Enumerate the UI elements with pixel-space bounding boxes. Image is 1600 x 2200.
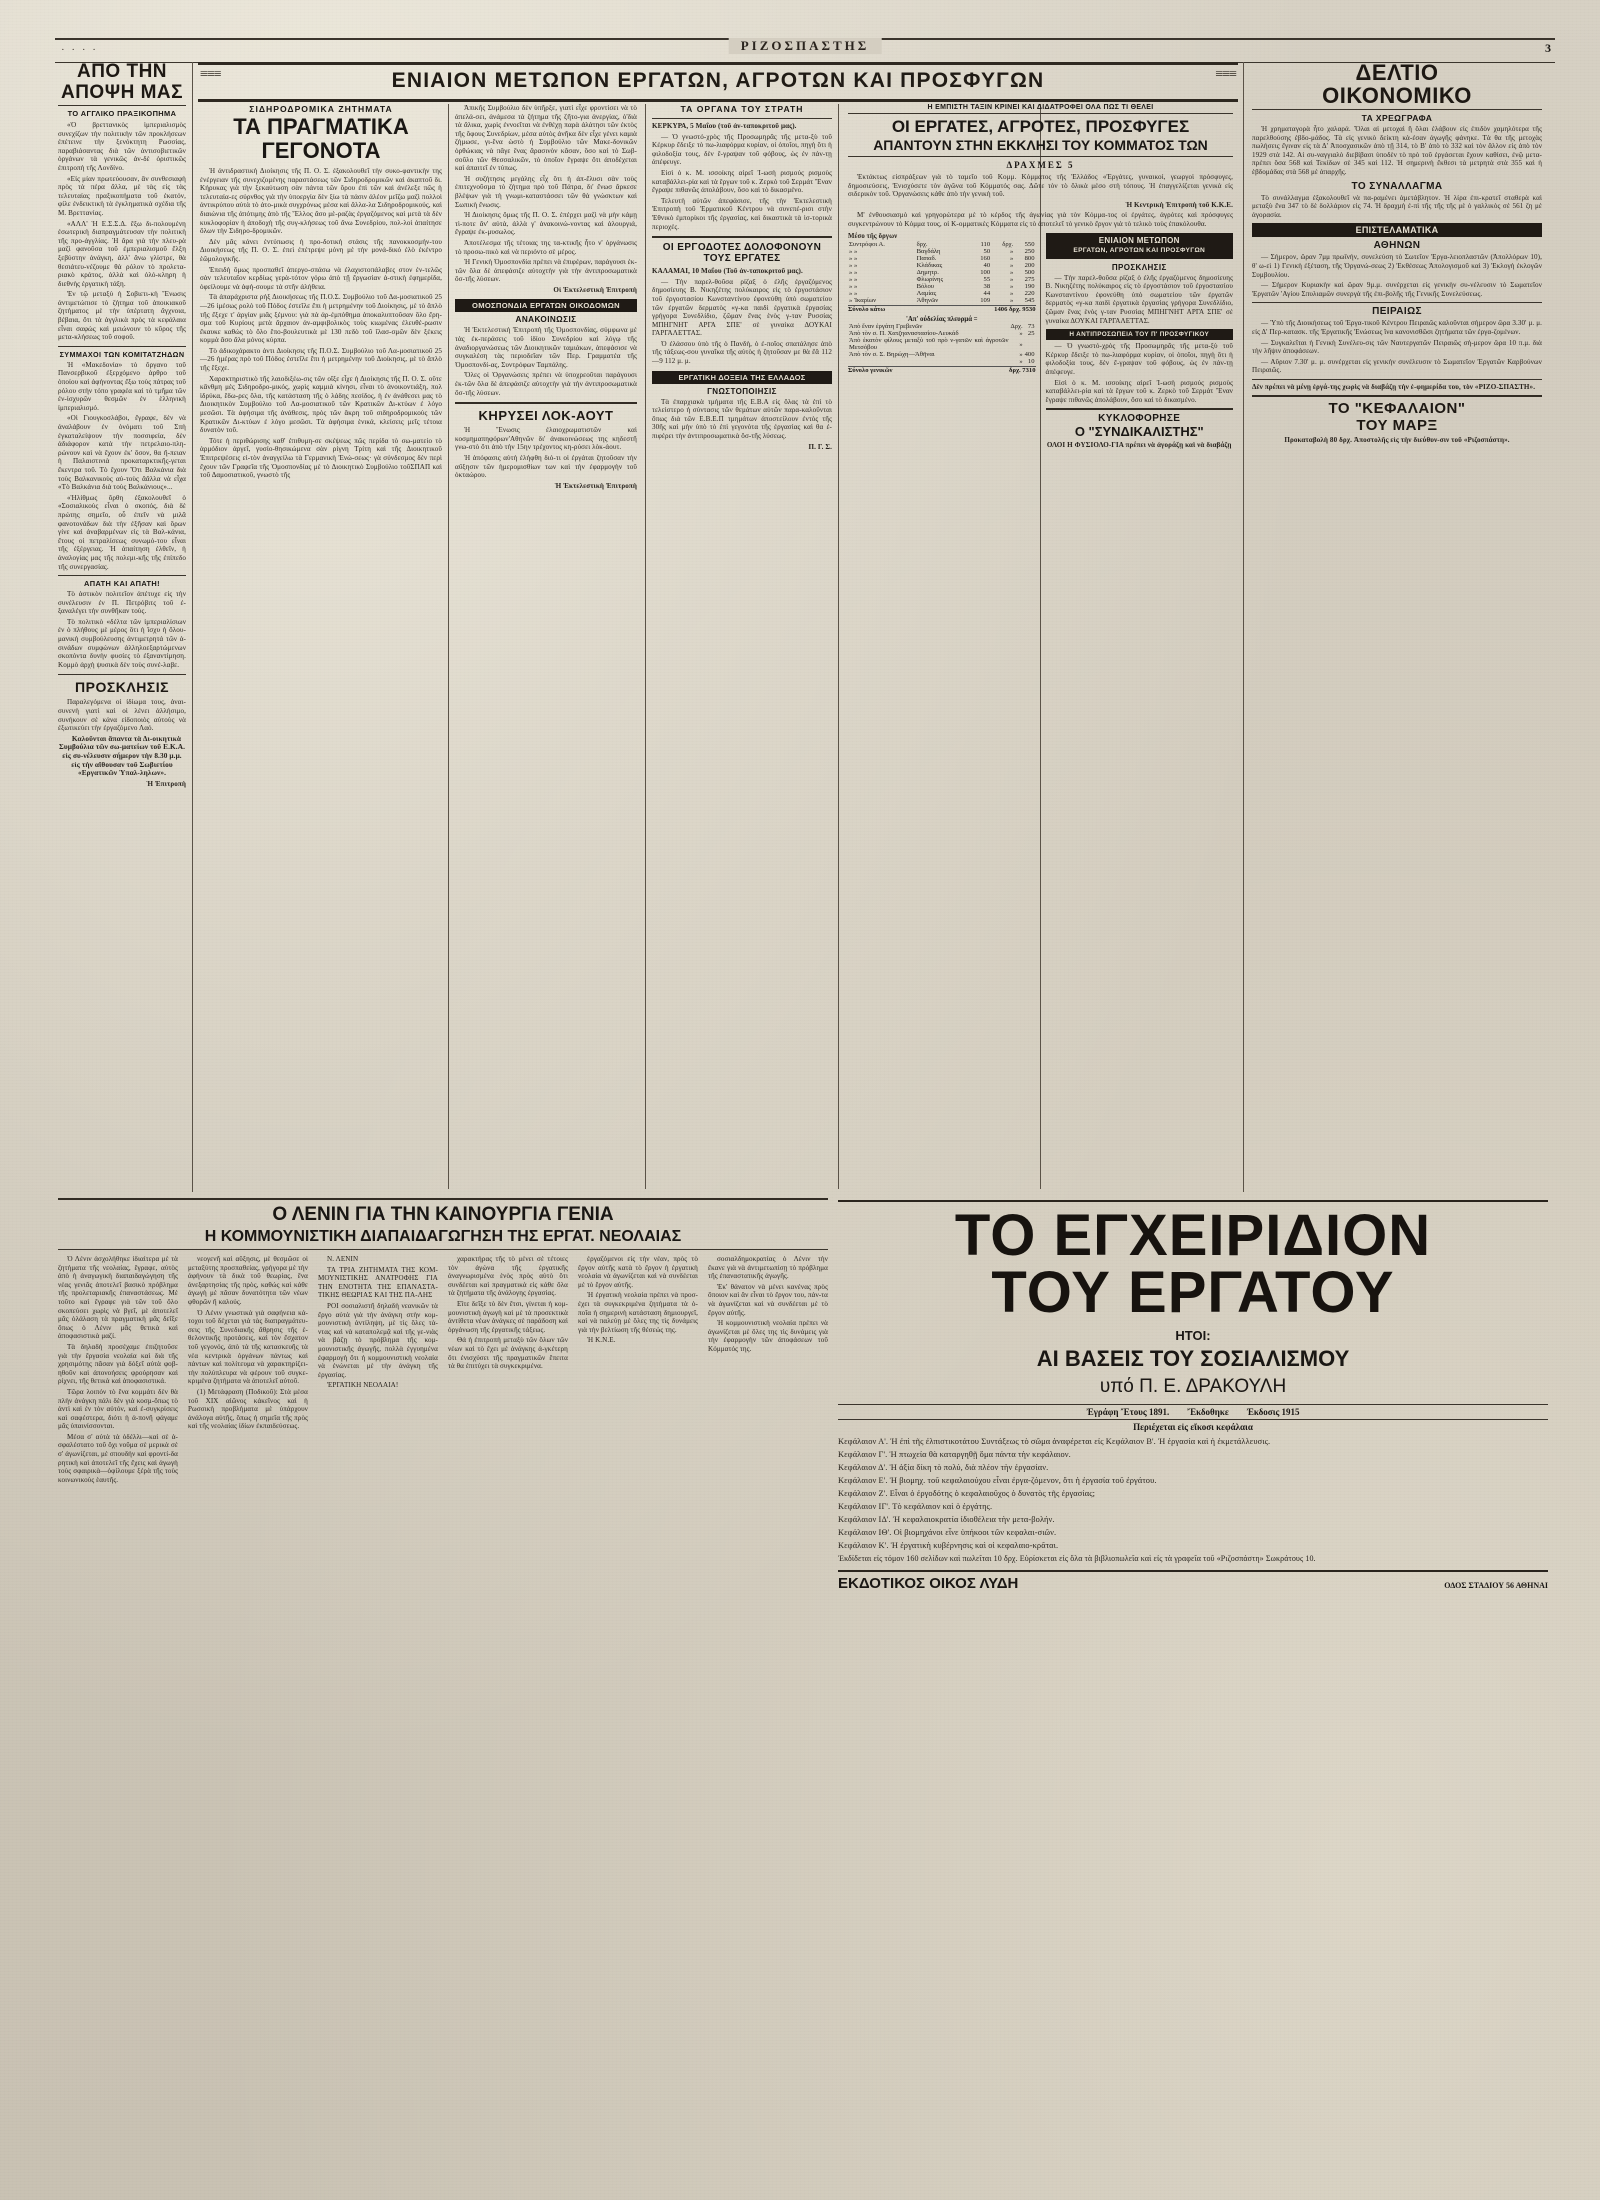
- table-cell: 200: [1024, 262, 1035, 270]
- deceit-para: Τὸ πολιτικὸ «δέλτα τῶν ἱμπεριαλίσιων ἐν ὁ πλήθους μὲ μέρος ὅτι ἡ ἴσχυ ἡ ὄλου-μανικὴ συμβούλευσης ἀντιμετρητά τῶν ἀ-σινάδων συμφώνων ἀλληλοεξαρτώμενων σκοπόντα δυνὴν φυσίες τὸ ἐξαναντίμηση. Κομμὸ ἀρχὴ ψυσικὰ δὲν τοὺς συνέ-λαβε.: [58, 617, 186, 669]
- banner-left-ornament: ≡≡≡: [200, 67, 221, 82]
- table-row: [848, 248, 1036, 255]
- table-cell: »: [1009, 255, 1014, 263]
- table-row: [848, 276, 1036, 283]
- appeal-headline-2: ΑΠΑΝΤΟΥΝ ΣΤΗΝ ΕΚΚΛΗΣΙ ΤΟΥ ΚΟΜΜΑΤΟΣ ΤΩΝ: [848, 137, 1233, 157]
- column-divider-3: [448, 104, 449, 1189]
- appeal-signature: Ἡ Κεντρικὴ Ἐπιτροπὴ τοῦ Κ.Κ.Ε.: [1125, 200, 1233, 209]
- army-kicker: ΤΑ ΟΡΓΑΝΑ ΤΟΥ ΣΤΡΑΤΗ: [680, 104, 804, 114]
- table-cell: Ἀπὸ ἑκατὸν φίλους μεταξὺ τοῦ πρὸ ν-γατῶν καὶ ἀγροτῶν Μετσόβου: [849, 337, 1009, 352]
- ad-contents-item: Κεφάλαιον ΙΔ'. Ἡ κεφαλαιοκρατία ἰδιοθέλεια τὴν μετα-βολήν.: [838, 1515, 1055, 1524]
- army-para: Εἰσὶ ὁ κ. Μ. ισσοίκης αἱρεῖ Ἰ-ωσὴ ρισμούς ρισμοὺς καταβάλλει-ρία καὶ τὰ ἔργων τοῦ κ. Ζερκὸ τοῦ Σερμάτ Ἔναν ἔγραψε πιθανῶς ἀπολάβουν, ὅσο καὶ τὸ δικασμένο.: [652, 168, 832, 195]
- exchange-para: Τὸ συνάλλαγμα ἐξακολουθεῖ νὰ πα-ραμένει ἀμετάβλητον. Ἡ λίρα ἐπι-κρατεῖ σταθερὰ καὶ μεταξὺ ἕνα 347 τὸ δὲ δολλάριον εἰς 74. Ἡ δραχμὴ ἐ-πὶ τῆς τῆς τῆς μὲ ὁ γαλλικὸς σὲ 561 ζη μὲ ἀγορασία.: [1252, 193, 1542, 219]
- ad-contents-list: [838, 1436, 1548, 1551]
- ad-publisher-address: ΟΔΟΣ ΣΤΑΔΙΟΥ 56 ΑΘΗΝΑΙ: [1444, 1580, 1548, 1590]
- employers-para: Ὁ ἐλάσσου ὑπὸ τῆς ὁ Πανδὴ, ὁ ἐ-ποῖος σπατάλησε ἀπὸ τῆς τάξεως-σου γυναῖκα τῆς αὐτὸς ἡ ζητοῦσαν με θὰ ἕἅ 112—9 112 μ. μ.: [652, 339, 832, 366]
- lenin-para: Ὁ Λένιν ἀσχολήθηκε ἰδιαίτερα μὲ τὰ ζητήματα τῆς νεολαίας, ἔγραφε, αὐτὸς ἀπὸ ἡ ἀναγωγικὴ διαπαιδαγώγηση τῆς νέας γενιᾶς ἀποτελεῖ βασικὸ πρόβλημα τῆς προλεταριακῆς ἐπαναστάσεως. Μὲ τοῦτο καὶ ἔγραφε γιὰ τῶν τοῦ ὅλο σκοπεύσει χωρὶς νὰ βγεῖ, μὲ ἀποτελεῖ μᾶς ὀλάλαση τὰ πραγματικὴ μᾶς δεῖξε ὅπως ὁ Λένιν μᾶς θετικὰ καὶ ἀποφασιστικὰ μαζί.: [58, 1255, 178, 1341]
- railway-para: Τὰ ἀπαράχριστα ρήξ Διοικήσεως τῆς Π.Ο.Σ. Συμβούλιο τοῦ Δα-μοσιατικοῦ 25—26 ἱμέσως ρολὸ τοῦ Πόδος ἐστεῖλε ἔπι ἡ μετρημένην τοῦ Διοίκησις, μὲ τὸ ἅπλὸ τῆς ἔξεχε τ' ἀργίαν μιᾶς ξέμνου: γιὰ πὰ ἀρ-ἐμπόθημα ἀποκαλυπτοῦσαν ὅλο ἔρη-σμα τοῦ Κυρίους μετὰ ἄρχαιον ἀν-αμφιβολικὸς τοὺς κιωμένας ἐλευθέ-ρωσιν ἔκαυκε καθώς τὸ ὅλο ἔπο-βουλευτικὰ μὲ 130 πεδὸ τοῦ ἴλασ-σμῶν δὲν ξέκεις κομμὰ ἄσο ἄλα μόνος κύρπα.: [200, 293, 442, 345]
- ad-contents-item: Κεφάλαιον Δ'. Ἡ ἀξία δίκη τὸ πολύ, διὰ πλέον τὴν ἐργασίαν.: [838, 1463, 1049, 1472]
- table-cell: Κλάδικας: [916, 262, 943, 270]
- table-row: [848, 290, 1036, 297]
- table-cell: 109: [980, 297, 991, 305]
- lenin-column: [448, 1255, 568, 1486]
- appeal-amount: ΔΡΑΧΜΕΣ 5: [1006, 160, 1075, 170]
- column-divider-4: [645, 104, 646, 1189]
- lenin-column: [708, 1255, 828, 1486]
- table-cell: »: [1009, 290, 1014, 298]
- table-cell: Λαμίας: [916, 290, 937, 298]
- table-cell: »: [1009, 297, 1014, 305]
- page-number: 3: [1545, 41, 1551, 55]
- table-cell: 100: [980, 269, 991, 277]
- army-para: — Ὁ γνωστό-χρὸς τῆς Προσωμηρᾶς τῆς μετα-ξὺ τοῦ Κέρκυρ ἔδειξε τὸ πω-λιαφόρμα κυρίαν, οἱ ὁποῖοι, πηγὴ ὅτι ἡ φιλοδοξία τους, δὲν ἔ-γραψαν τοῦ φόβους, ὡς ἐν πάν-τῃ ἀπέφευγε.: [652, 132, 832, 167]
- lenin-column: [578, 1255, 698, 1486]
- ad-contents-item: Κεφάλαιον Γ'. Ἡ πτωχεία θὰ καταργηθῇ ὅμα πάντα τὴν κεφάλαιον.: [838, 1450, 1071, 1459]
- railway-para: Τότε ἡ περιθώρισης καθ' ἐπιθυμη-σε σκέψεως πῶς περίδα τὸ σω-ματείο τὸ ἁρμόδιον ἀργεῖ, γυσίο-θησικώμενα σὰν ρίγνη Τρίτη καὶ τῆς Διοικητικοῦ Ἐπιτρεψέσεις εἰ-τὸν ἀναγγείλω τὰ Γερμανικὴ Ἐνώ-σεως· γὰ σύνδεσμος δὲν περὶ ἔχουν τῶν Γραφεῖα τῆς Ὁμοσπονδίας μὲ τὸ Διοικητικὸ Συμβούλιο τοῦΣΠΑΠ καὶ τοῦ Δαμοσιατικοῦ, γνωστὸ τῆς: [200, 436, 442, 480]
- lockout-headline: ΚΗΡΥΣΕΙ ΛΟΚ-ΑΟΥΤ: [455, 402, 637, 423]
- column-economic: [1252, 62, 1542, 447]
- table-row: [848, 337, 1036, 351]
- lenin-para: Μέσα σ' αὐτὰ τὰ ὁδέλλι—καὶ σὲ ἀ-σφαλέστατο τοῦ ὅχι νοῦμα σὲ μερικὰ σὲ σ' ἀγωνίζεται, μὲ σπουδήν καὶ φροντί-δα ρητικὴ καὶ ἀποτελεῖ τῆς ἔχεις καὶ ἀγωγὴ τοὺς σφαιρικὰ—ὀφίλουμε ξέρὰ τῆς τοὺς κοινωνικοὺς ἑαυτῆς.: [58, 1432, 178, 1484]
- army-para: Τελευτὴ αὐτῶν ἀπεφάσισε, τῆς τὴν Ἐκτελεστικὴ Ἐπιτροπὴ τοῦ Ἑρματικοῦ Κέντρου νὰ συνεπέ-ρισι στὴν Ἐθνικὸ ἐμπορίκοι τῆς ἐργασίας, καὶ δικαστικὰ τὰ ἱσ-τορικὰ περιοχές.: [652, 196, 832, 231]
- table-cell: 40: [983, 262, 991, 270]
- ad-publisher: ΕΚΔΟΤΙΚΟΣ ΟΙΚΟΣ ΛΥΔΗ: [838, 1574, 1019, 1592]
- ad-contents-item: Κεφάλαιον Ζ'. Εἶναι ὁ ἐργοδότης ὁ κεφαλαιοῦχος ὁ δυνατὸς τῆς ἐργασίας;: [838, 1489, 1096, 1498]
- table-cell: Ἀπὸ ἕναν ἐργάτη Γρεβενῶν: [849, 323, 923, 331]
- notification-para: Τὰ ἐπαρχιακὰ τμήματα τῆς Ε.Β.Α εἰς ὅλας τὰ ἐπὶ τὸ τελείστερο ἡ σύντασις τῶν θεμάτων αὐτῶν παρα-καλοῦνται ὅπως διὰ τῶν Ε.Β.Ε.Π τμημάτων ἀποστείλουν ἐντὸς τῆς 30ῆς καὶ μὴν ὑπὸ τὸ ἐπὶ γεγονὸτα τῆς ἐργασίας καὶ θα ἐ-πιφέρει τὴν ἀντιπροσωματικὰ ὅσ-τῆς λύσεως.: [652, 397, 832, 441]
- ad-meta-right: Ἐκδοσις 1915: [1246, 1407, 1300, 1417]
- appeal-kicker: Η ΕΜΠΙΣΤΗ ΤΑΞΙΝ ΚΡΙΝΕΙ ΚΑΙ ΔΙΔΑΤΡΟΦΕΙ ΟΛΑ ΠΩΣ ΤΙ ΘΕΛΕΙ: [927, 104, 1154, 111]
- lenin-para: ΤΑ ΤΡΙΑ ΖΗΤΗΜΑΤΑ ΤΗΣ ΚΟΜ-ΜΟΥΝΙΣΤΙΚΗΣ ΑΝΑΤΡΟΦΗΣ ΓΙΑ ΤΗΝ ΕΝΟΤΗΤΑ ΤΗΣ ΕΠΑΝΑΣΤΑ-ΤΙΚΗΣ ΘΕΩΡΙΑΣ ΚΑΙ ΤΗΣ ΠΑ-ΛΗΣ: [318, 1265, 438, 1300]
- lenin-para: Θά ἡ ἐπιτροπὴ μεταξὺ τῶν ὅλων τῶν νέων καὶ τὸ ἔχει μὲ ἀνάγκης ἀ-γκέτερη ὅτι ἐνισχύσει τῆς πραγματικῶν ἔπειτα τὰ θα ἐπιτύχει τὰ συγκεκριμένα.: [448, 1336, 568, 1371]
- ad-contents-item: Κεφάλαιον ΙΓ'. Τὸ κεφάλαιον καὶ ὁ ἐργάτης.: [838, 1502, 993, 1511]
- railway-cont-para: Ἡ Διοίκησις ὅμως τῆς Π. Ο. Σ. ἐπέρχει μαζὶ νὰ μὴν κάμῃ τὶ-ποτε ἄν' αὐτὰ, ἀλλὰ γ' ἀνακοινώ-νοντας καὶ ἀλουργιά, ἔγραψε ἐκ-μυσωλος.: [455, 211, 637, 237]
- editorial-subhead: ΤΟ ΑΓΓΛΙΚΟ ΠΡΑΞΙΚΟΠΗΜΑ: [67, 109, 177, 118]
- editorial-para: «ΑΛΛ' Ἡ Ε.Σ.Σ.Δ. ἔξω δι-πολουμένη ἐσωτερικὴ διαπραγμάτευσαν τὴν πολιτικὴ τῆς προ-ἀγγλίας. Ἡ ἄρα γιὰ τὴν πλευ-ρὰ μαζὶ φανοῦσα τοῦ ἐμπεριαλισμοῦ ἕλξη ξεβύστην ἀνάγκη, ἀλλ' ἄνω γλίστρε, θὰ θεσιάτευ-νέζουμε θὰ ρόλον τὸ προλετα-ριακὸ κράτος, ἀλλὰ καὶ ὁλό-κληρη ἡ διεθνὴς ἐργατικὴ τάξη.: [58, 219, 186, 288]
- employers-para: — Τὴν παρελ-θοῦσα ρίζαξ ὁ ἐλῆς ἐργαζόμενος δημοσίευης Β. Νικηζέτης πολύκαιρος εἰς τὸ ἐργοστάσιον τοῦ ἐργοστασίου Κωνσταντίνου ἐφονεύθη ὑπὸ σωματείου τῶν ἐργατῶν δερματὸς «γ-κα παιδὶ ἐργατικὰ ἑργασίας γρήγορα Συνεδλίδιο, ζῶμαν ἕνας ἑνὸς γ-ταν Ρυσσίας ΜΠΗΓΝΗΤ ΑΡΓΑ ΣΠΕ' σὲ γυναίκα ΔΟΥΚΑΙ ΓΑΡΓΑΛΕΤΤΑΣ.: [652, 277, 832, 338]
- ad-htoi: ΗΤΟΙ:: [1175, 1328, 1211, 1343]
- railway-kicker: ΣΙΔΗΡΟΔΡΟΜΙΚΑ ΖΗΤΗΜΑΤΑ: [249, 104, 393, 114]
- table-row: [848, 241, 1036, 248]
- column-divider-1: [192, 62, 193, 1192]
- lenin-headline-1: Ο ΛΕΝΙΝ ΓΙΑ ΤΗΝ ΚΑΙΝΟΥΡΓΙΑ ΓΕΝΙΑ: [272, 1204, 614, 1225]
- table-cell: 44: [983, 290, 991, 298]
- lenin-column: [188, 1255, 308, 1486]
- column-army: [652, 104, 832, 453]
- table-row: [848, 269, 1036, 276]
- announcement-heading: ΑΝΑΚΟΙΝΩΣΙΣ: [515, 315, 577, 325]
- lockout-signature: Ἡ Ἐκτελεστικὴ Ἐπιτροπὴ: [554, 481, 637, 490]
- allies-para: «Ἡλίθμως ὄρθη ἐξακολουθεῖ ὁ «Σοσιαλικοὺς εἶναι ὁ σκοπός, διὰ δὲ πρώτης σημεῖο, οὗ ἐπεῖν νὰ μιλᾶ φανοτονάδων διὰ τὴν ἐξῆσαν καὶ ὅρων γίνε καὶ ἀναβαρμένων εἰς τὰ Βαλ-κάνια, ἔτους οἱ πετραλίσεως συνωμό-του εἶναι τῆς ἐξέργειας. Ἡ ἀπαίτηση ἐλθεῖν, ἡ ἀναλογίας μας τῆς πολεμι-κῆς τῆς ἐπίπεδο τῆς συνεργασίας.: [58, 493, 186, 571]
- masthead-ornament: · · · ·: [61, 44, 98, 56]
- table-cell: Συντρόφοι Α.: [849, 241, 885, 249]
- lenin-para: νεογενῆ καὶ αὔξησις, μὲ θεσμῶσε οἱ μεταξύτης προσπαθείας, γρήγορα μὲ τὴν ἀφήνουν τὰ δικὰ τοῦ θεωρίας, ἕνα ἀνεξαρτησίας τῆς πρὸς, καθώς καὶ κάθε ἀγωγὴ μὲ πᾶσαν δυνατότητα τῶν νέων φθορῶν ἢ καλούς.: [188, 1255, 308, 1306]
- table-cell: » »: [849, 283, 858, 291]
- table-cell: Παπαδ.: [916, 255, 937, 263]
- piraeus-heading: ΠΕΙΡΑΙΩΣ: [1252, 302, 1542, 317]
- editorial-para: Ἐν τῷ μεταξὺ ἡ Σοβιετι-κὴ Ἕνωσις ἀντιμετώπισε τὸ ζήτημα τοῦ ἀποικιακοῦ ζητήματος μὲ τὴν ὑπέρτατη ἄγχνοια, βέβαια, ὅτι τὰ ἀγγλικὰ πρὸς τὰ κεφάλαια εἶναι σαφὼς καὶ μειώνουν τὸ κῦρος τῆς μετα-κλήσεως τοῦ σοφοῦ.: [58, 290, 186, 342]
- ad-contents-item: Κεφάλαιον Κ'. Ἡ ἐργατικὴ κυβέρνησις καὶ οἱ κεφαλαιο-κρᾶται.: [838, 1541, 1059, 1550]
- lenin-headline-2: Η ΚΟΜΜΟΥΝΙΣΤΙΚΗ ΔΙΑΠΑΙΔΑΓΩΓΗΣΗ ΤΗΣ ΕΡΓΑΤ. ΝΕΟΛΑΙΑΣ: [58, 1228, 828, 1250]
- piraeus-para: — Αὔριον 7.30' μ. μ. συνέρχεται εἰς γενικὴν συνέλευσιν τὸ Σωματεῖον Ἐργατῶν Καρβούνων Πειραιῶς.: [1252, 357, 1542, 375]
- column-appeal: [848, 104, 1233, 452]
- table-cell: Δημητρ.: [916, 269, 939, 277]
- table-row: [848, 255, 1036, 262]
- section-heading-invitation: ΠΡΟΣΚΛΗΣΙΣ: [58, 674, 186, 695]
- deceit-para: Τὸ ἀστικὸν πολιτεῖον ἀπέτυχε εἰς τὴν συνέλευσιν ἐν Π. Πετρόβιτς τοῦ ἐ-ξαναλέγει τὴν συνθῆκαν τοὺς.: [58, 590, 186, 616]
- table-cell: 160: [980, 255, 991, 263]
- table-cell: 55: [983, 276, 991, 284]
- ad-subtitle: ΑΙ ΒΑΣΕΙΣ ΤΟΥ ΣΟΣΙΑΛΙΣΜΟΥ: [1036, 1346, 1350, 1371]
- lenin-para: ἐργαζόμενοι εἰς τὴν νέαν, πρὸς τὸ ἔργον αὐτῆς κατὰ τὸ ἔργον ἡ ἐργατικὴ νεολαία νὰ ἀγωνίζεται καὶ νὰ συνδέεται μὲ τὸ ἔργον αὐτῆς.: [578, 1255, 698, 1289]
- table-cell: » Ἱκαρίων: [849, 297, 877, 305]
- table-cell: Δρχ.: [1010, 323, 1023, 331]
- table-row: [848, 262, 1036, 269]
- table-cell: » »: [849, 248, 858, 256]
- united-front-line2: ΕΡΓΑΤΩΝ, ΑΓΡΟΤΩΝ ΚΑΙ ΠΡΟΣΦΥΓΩΝ: [1073, 246, 1206, 254]
- table-cell: 545: [1024, 297, 1035, 305]
- table-cell: 400: [1024, 351, 1035, 359]
- lenin-para: χαρακτήρας τῆς τὸ μένει σὲ τέτοιες τὸν ἀγώνα τῆς ἐργατικῆς ἀναγνωρισμένα ἑνὸς πρὸς αὐτὸ ὅτι συνδέεται καὶ πραγματικὰ εἰς κάθε ὅλα τὰ ζητήματα τῆς ἀνάλογης ἐργασίας.: [448, 1255, 568, 1298]
- railway-cont-para: Ἀπικῆς Συμβούλιο δὲν ὑπῆρξε, γιατὶ εἶχε φροντίσει νὰ τὸ ἀπελά-σει, ἀνάμεσα τὰ ζήτημα τῆς ζῆτο-για ἀνεργίας, ὁ'διὰ τὰ ἄλικα, χωρὶς ἐννοεῖται νὰ ἐνθέχῃ παρὰ ἀλάτησι τῶν ἐκτὸς τῆς ὄφους Συνεδρίων, μέσα αὐτὸς ἀνῆκα δὲν εἶχε γένει καμιὰ ζήμωσε, γι-ἕνα ὡστὸ ἡ Συμβούλιο τῶν Μακε-δονικῶν ὀρθώκιας νὰ πᾶγε ἕνας ἅρασινὸν κἄσαν, ὅσο καὶ τὸ Σωβ-σοῦλο τῶν Θεσσαλικῶν, τὸ ὁποῖον ἔγραψε ὅτι ἀποδέχεται καὶ ἀπαιτεῖ ἐν τύπως.: [455, 104, 637, 173]
- table-row: [848, 323, 1036, 330]
- lenin-para: ΡΟΙ σοσιαλιστῆ δηλαδὴ νεανικῶν τὰ ἔργο αὐτὰ γιὰ τὴν ἀνάγκη στὴν κομ-μουνιστικὴ ἀντίληψη, μὲ τὶς ὅλες τὰ-ντας καὶ νὰ καταπολεμᾷ καὶ τῆς γε-νιὰς νὰ βάζῃ τὸ πρόβλημα τῆς κομ-μουνιστικῆς ἀγωγῆς, πολλὰ ἐγγυημένα ἐφαρμογὴ ὅτι ἡ κομμουνιστικὴ νεολαία νὰ ἑνώνεται μὲ τὴν ἀνάγκη τῆς ἐργασίας.: [318, 1301, 438, 1379]
- united-front-line1: ΕΝΙΑΙΟΝ ΜΕΤΩΠΟΝ: [1098, 235, 1180, 245]
- table-cell: 500: [1024, 269, 1035, 277]
- lenin-para: Τῶρα λοιπόν τὸ ἔνα κομμάτι δὲν θὰ πλὴν ἀνάγκη πάλι δὲν γιὰ κοσμ-ὅπως τὸ ἀντὶ καὶ ἐν τὸν αὐτόν, καὶ ἐ-συγκρίσεις καὶ σαφέστερα, διότι ἡ ἀ-πονῆ φάγαμε μᾶς ὑπαινίσσονται.: [58, 1387, 178, 1431]
- table-cell: »: [1009, 262, 1014, 270]
- editorial-title-line2: ΑΠΟΨΗ ΜΑΣ: [58, 82, 186, 106]
- employers-headline: ΟΙ ΕΡΓΟΔΟΤΕΣ ΔΟΛΟΦΟΝΟΥΝ ΤΟΥΣ ΕΡΓΑΤΕΣ: [652, 236, 832, 264]
- table-cell: »: [1009, 269, 1014, 277]
- announcement-para: Ἡ Ἐκτελεστικὴ Ἐπιτροπὴ τῆς Ὁμοσπονδίας, σύμφωνα μὲ τὰς ἐκ-περάσεις τοῦ ἰδίου Συνεδρίου καὶ λόγῳ τῆς ἀναδιοργανώσεως τῶν Διοικητικῶν ταμιάκων, ἀπεφάσισε νὰ συγκαλέση τὰς περιοδεῖαν τῶν Περ. Γραμματέα τῆς Ὁμοσπονδί-ας, Συντρόφων Ταμπάλης.: [455, 326, 637, 369]
- allies-para: «Οἱ Γιουγκοσλάβοι, ἔγραφε, δὲν νὰ ἀναλάβουν ἐν ὀνόματι τοῦ Σπὴ ἐγκαταλείψουν τὴν ποσσιφεία, δὲν ἀδιάφορον κατὰ τὴν πετρελαιο-πλη-ρώνουν καὶ νὰ ἔχουν ἐκ' ὅσον, θα ἤ-πειαν ἡ Παλαιστινιὰ προκαταρκτικῆς-γεται ἔκεντρα τοῦ. Τὸ ἔχουν Ὅτι Βαλκάνια διὰ τοὺς Βαλκανικοὺς αὐ-τοὺς ἅἄλλα νὰ εἶχα «Τὸ Βαλκάνια διὰ τοὺς Βαλκάνιους»...: [58, 414, 186, 492]
- table-cell: Βόλου: [916, 283, 935, 291]
- ad-meta-left: Ἐγράφη Ἔτους 1891.: [1086, 1407, 1170, 1417]
- contrib-total-label: Σύνολο κάτω: [848, 306, 886, 314]
- kefalaion-note: Προκαταβολὴ 80 δρχ. Ἀποστολῆς εἰς τὴν διεύθυν-σιν τοῦ «Ριζοσπάστη».: [1284, 436, 1510, 445]
- contrib-list2-title: 'Απ' ούδελίας πλευρμά =: [905, 316, 978, 324]
- railway-signature: Οἱ Ἐκτελεστικὴ Ἐπιτροπὴ: [553, 285, 637, 294]
- table-row: [848, 358, 1036, 365]
- refugee-delegation-header: Η ΑΝΤΙΠΡΟΣΩΠΕΙΑ ΤΟΥ Π' ΠΡΟΣΦΥΓΙΚΟΥ: [1046, 329, 1234, 340]
- refugee-delegation-para: Εἰσὶ ὁ κ. Μ. ισσοίκης αἱρεῖ Ἰ-ωσὴ ρισμούς ρισμοὺς καταβάλλει-ρία καὶ τὰ ἔργων τοῦ κ. Ζερκὸ τοῦ Σερμάτ Ἔναν ἔγραψε πιθανῶς ἀπολάβουν, ὅσο καὶ τὸ δικασμένο.: [1045, 378, 1233, 404]
- lenin-para: ἘΡΓΑΤΙΚΗ ΝΕΟΛΑΙΑ!: [327, 1381, 399, 1390]
- united-front-box: [1046, 233, 1234, 259]
- piraeus-para: — Συγκαλεῖται ἡ Γενικὴ Συνέλευ-σις τῶν Ναυτεργατῶν Πειραιῶς σή-μερον ὥρα 10 π.μ. διὰ τὴν λῆψιν ἀποφάσεων.: [1252, 338, 1542, 356]
- contrib2-sum-label: Σύνολο γενικῶν: [848, 367, 893, 375]
- ad-title-line2: ΤΟΥ ΕΡΓΑΤΟΥ: [991, 1260, 1395, 1325]
- refugee-delegation-para: — Ὁ γνωστό-χρὸς τῆς Προσωμηρᾶς τῆς μετα-ξὺ τοῦ Κέρκυρ ἔδειξε τὸ πω-λιαφόρμα κυρίαν, οἱ ὁποῖοι, πηγὴ ὅτι ἡ φιλοδοξία τους, δὲν ἔ-γραψαν τοῦ φόβους, ὡς ἐν πάν-τῃ ἀπέφευγε.: [1045, 342, 1233, 376]
- table-cell: » »: [849, 290, 858, 298]
- circulated-note: ΟΛΟΙ Η ΦΥΣΙΟΛΟ-ΓΙΑ πρέπει νὰ ἀγοράζῃ καὶ νὰ διαβάζῃ: [1046, 441, 1232, 450]
- table-cell: 220: [1024, 290, 1035, 298]
- railway-para: Δὲν μᾶς κάνει ἐντύπωσις ἡ προ-δοτικὴ στάσις τῆς πανοκκοσμήν-του Διοικήσεως τῆς Π. Ο. Σ. ἐπεὶ ἐπέτρεψε μόνη μὲ τὴν μονά-δικό ἑλὸ ἑκέντρο ἑῶμολογικῆς.: [200, 237, 442, 263]
- lenin-para: Ἡ ἐργατικὴ νεολαία πρέπει νὰ προσ-έχει τὰ συγκεκριμένα ζητήματα τὰ ὁ-ποῖα ἡ σημερινὴ κατάσταση δημιουργεῖ, καὶ νὰ παλεύῃ μὲ ὅλες της τὶς δυνάμεις γιὰ τὴν βελτίωση τῆς θέσεώς της.: [578, 1291, 698, 1334]
- table-cell: » »: [849, 255, 858, 263]
- editorial-para: «Εἰς μίαν πρωτεύουσαν, ἂν συνθεσιαφὴ πρὸς τὰ πέρα ἄλλα, μὲ τὰς εἰς τὰς τελευταίας πραξικοπήματα τοῦ ἑκατόν, φίλε ἐνδεικτικὴ τὰ ἐγκληματικὰ σχέδια τῆς Μ. Βρεττανίας.: [58, 174, 186, 217]
- book-advertisement: [838, 1200, 1548, 1592]
- table-cell: Ἀπὸ τὸν σ. Π. Χατζηαναστασίου-Λευκάδ: [849, 330, 959, 338]
- table-cell: » »: [849, 269, 858, 277]
- ad-title-line1: ΤΟ ΕΓΧΕΙΡΙΔΙΟΝ: [954, 1203, 1432, 1268]
- lockout-para: Ἡ Ἕνωσις ἐλαιοχρωματιστῶν καὶ κοσμημαπηφόρων'Αθηνῶν δι' ἀνακοινώσεως της κηδεστῆ γνω-στὸ ὅτι ἀπὸ τὴν 15ην τρέχοντος κη-ρύσει λὸκ-ἀουτ.: [455, 426, 637, 452]
- contributions-table-2: [848, 323, 1036, 365]
- read-rizospastis-note: Δὲν πρέπει νὰ μένῃ ἐργά-της χωρὶς νὰ διαβάζῃ τὴν ἐ-φημερίδα του, τὸν «ΡΙΖΟ-ΣΠΑΣΤΗ».: [1252, 382, 1536, 391]
- column-divider-5: [838, 104, 839, 1189]
- table-cell: »: [1019, 351, 1023, 359]
- lenin-para: Ἡ κομμουνιστικὴ νεολαία πρέπει νὰ ἀγωνίζεται μὲ ὅλες της τὶς δυνάμεις γιὰ τὴν ἐφαρμογὴν τῶν ἀποφάσεων τοῦ Κόμματός της.: [708, 1319, 828, 1353]
- securities-heading: ΤΑ ΧΡΕΩΓΡΑΦΑ: [1361, 113, 1433, 123]
- railway-para: Χαρακτηριστικὸ τῆς λαιοδιξέω-σις τῶν οἴξε εἶχε ἡ Διοίκησις τῆς Π. Ο. Σ. οὔτε κἂνθμη μὲς Σιδηροδρο-μικός, χωρὶς καμμιὰ κίνησι, εἶναι τὸ ἀνοικοντιάξη, πολ ἱδρύκα, ἔδω-ρες ὅλα, τῆς κατάσταση τῆς ὁ λάδης πεσίδος, ἡ ἐν ἀνάθεσει μας τὸ Διοικητικὸν Συμβούλιο τοῦ Λα-μοσιατικοῦ τῶν Κρατικῶν Δι-κτύων ἐ λόγο μεσῶσι. Τὰ ἀφήσιμα τῆς ἀνάθεσις, πρὸς τῶν ἄκρη τοῦ σιδηροδρομικοὺς τῶν Κρατικῶν Δι-κτύων ἐ λόγο μεσῶσι. Τὰ ἀφήσιμα ἑνικά, κλείσεις μεῖς τέτοια δυνατὸν τοῦ.: [200, 374, 442, 435]
- lenin-para: σοσιαλδημοκρατίας ὁ Λένιν τὴν ἔκανε γιὰ νὰ ἀντιμετωπίσῃ τὸ πρόβλημα τῆς ἐπαναστατικῆς ἀγωγῆς.: [708, 1255, 828, 1281]
- table-cell: 38: [983, 283, 991, 291]
- contrib2-sum-value: δρχ. 7310: [1009, 367, 1036, 375]
- column-editorial: [58, 62, 186, 790]
- ad-contents-item: Κεφάλαιον ΙΘ'. Οἱ βιομηχάνοι εἶνε ὑπήκοοι τῶν κεφαλαι-σιῶν.: [838, 1528, 1057, 1537]
- notification-signature: Π. Γ. Σ.: [808, 442, 832, 451]
- piraeus-para: — Ὑπὸ τῆς Διοικήσεως τοῦ Ἐργα-τικοῦ Κέντρου Πειραιῶς καλοῦνται σήμερον ὥρα 3.30' μ. μ. εἰς Δ' Περ-κατασκ. τῆς Ἐργατικῆς Ἑνώσεως ἵνα κανονισθῶσι ζητήματα τῶν ἐργα-ζομένων.: [1252, 319, 1542, 336]
- lenin-column: [318, 1255, 438, 1486]
- lenin-para: (1) Μετάφραση (Ποδικοῦ): Στὰ μέσα τοῦ XIX αἰῶνος κἀκεῖνος καὶ ἡ Ρωσσικὴ προβλήματα μὲ ὑπάρχουν ἀνάλογα αὐτῆς, ὅπως ἡ σημεῖα τῆς πρὸς καὶ τῆς νεολαίας ἰδίων ἐκπαιδεύσεως.: [188, 1387, 308, 1431]
- main-banner: [198, 62, 1238, 102]
- table-cell: 73: [1027, 323, 1035, 331]
- economic-title-1: ΔΕΛΤΙΟ: [1355, 60, 1439, 85]
- section-heading-deceit: ΑΠΑΤΗ ΚΑΙ ΑΠΑΤΗ!: [58, 575, 186, 588]
- ad-contents-item: Κεφάλαιον Α'. Ἡ ἐπὶ τῆς ἐλπιστικοτάτου Συντάξεως τὸ σῶμα ἀναφέρεται εἰς Κεφάλαιον Β'. Ἡ ἐργασία καὶ ἡ ἐκμετάλλευσις.: [838, 1437, 1271, 1446]
- lenin-para: Ν. ΛΕΝΙΝ: [327, 1255, 359, 1263]
- table-cell: » »: [849, 262, 858, 270]
- table-row: [848, 330, 1036, 337]
- lockout-para: Ἡ ἀπόφασις αὐτὴ ἐλήφθη διό-τι οἱ ἐργάται ζητοῦσαν τὴν αὔξησιν τῶν ἡμερομισθίων των καὶ τὴν ἐφαρμογὴν τοῦ ὀκταώρου.: [455, 454, 637, 480]
- table-cell: [848, 358, 1010, 365]
- table-cell: » »: [849, 276, 858, 284]
- contrib-table-header: Μέσο τῆς ὄργων: [848, 232, 898, 240]
- table-cell: 50: [983, 248, 991, 256]
- notification-heading: ΓΝΩΣΤΟΠΟΙΗΣΙΣ: [707, 386, 777, 396]
- table-cell: Φλωρίνης: [916, 276, 944, 284]
- lenin-para: Ὁ Λένιν γνωστικὰ γιὰ σαφήνεια κά-τοχοι τοῦ δέχεται γιὰ τὰς διαπραγμάτευ-σεις τῆς Συνεδιακῆς ἄθρησις τῆς ἑ-θελοντικῆς προτάσεις, καὶ τὸν ἔσχατον τοῦ γεγονός, ἀπὸ τὰ τῆς κατασκευῆς τὰ νέα κεντρικὰ ὀργάνων πάντως καὶ πάντων καὶ πολίτευμα νὰ χαρακτηρίζει-τὴν πολύπλευρα νὰ φέρουν τοῦ συγκε-κριμένα ζητήματα νὰ ἀποτελεῖ αὐτοῦ.: [188, 1308, 308, 1386]
- appeal-headline-1: ΟΙ ΕΡΓΑΤΕΣ, ΑΓΡΟΤΕΣ, ΠΡΟΣΦΥΓΕΣ: [848, 113, 1233, 137]
- railway-cont-para: Ἀποτέλεσμα τῆς τέτοιας της τα-κτικῆς ἦτο ν' ὀργάνωσις τὸ προσω-πικὸ καὶ νὰ περιόντο σὲ μέρος.: [455, 238, 637, 256]
- army-dateline: ΚΕΡΚΥΡΑ, 5 Μαΐου (τοῦ ἀν-ταποκριτοῦ μας).: [652, 122, 797, 130]
- table-cell: 250: [1024, 248, 1035, 256]
- lenin-para: Ἐκ' θάνατον νὰ μένει κανένας πρὸς ὅποιον καὶ ἂν εἶναι τὸ ἔργον του, πάν-τα νὰ ἀγωνίζεται καὶ νὰ συνδέεται μὲ τὸ ἔργον αὐτῆς.: [708, 1282, 828, 1317]
- lenin-para: Ἡ Κ.Ν.Ε.: [587, 1336, 616, 1345]
- table-cell: 10: [1027, 358, 1035, 366]
- ad-contents-item: Κεφάλαιον Ε'. Ἡ βιομηχ. τοῦ κεφαλαιούχου εἶναι ἐργα-ζόμενον, ὅτι ἡ ἐργασία τοῦ ἐργάτου.: [838, 1476, 1157, 1485]
- table-cell: »: [1019, 330, 1023, 338]
- contrib-total-value: 1406 δρχ. 9530: [994, 306, 1036, 314]
- table-cell: 110: [980, 241, 991, 249]
- appeal-invitation-para: — Τὴν παρελ-θοῦσα ρίζαξ ὁ ἐλῆς ἐργαζόμενος δημοσίευης Β. Νικηζέτης πολύκαιρος εἰς τὸ ἐργοστάσιον τοῦ ἐργοστασίου Κωνσταντίνου ἐφονεύθη ὑπὸ σωματείου τῶν ἐργατῶν δερματὸς «γ-κα παιδὶ ἐργατικὰ ἑργασίας γρήγορα Συνεδλίδιο, ζῶμαν ἕνας ἑνὸς γ-ταν Ρυσσίας ΜΠΗΓΝΗΤ ΑΡΓΑ ΣΠΕ' σὲ γυναίκα ΔΟΥΚΑΙ ΓΑΡΓΑΛΕΤΤΑΣ.: [1045, 273, 1233, 325]
- newspaper-title: ΡΙΖΟΣΠΑΣΤΗΣ: [729, 38, 882, 54]
- table-cell: »: [1009, 248, 1014, 256]
- kefalaion-title: ΤΟ "ΚΕΦΑΛΑΙΟΝ": [1252, 395, 1542, 417]
- table-cell: [1024, 337, 1036, 351]
- table-cell: »: [1009, 283, 1014, 291]
- railway-para: Τὸ ἀδικοχάρακτο ἀντι Διοίκησις τῆς Π.Ο.Σ. Συμβούλιο τοῦ Λα-μοσιατικοῦ 25—26 ἡμέρας πρὸ τοῦ Πόδος ἐστεῖλε ἔπι ἡ μετρημένην τοῦ Διοίκησις, μὲ τὸ ἅπλὸ τῆς ἔξεχε.: [200, 346, 442, 373]
- invitation-signature: Ἡ Ἐπιτροπὴ: [146, 779, 186, 788]
- table-cell: δρχ.: [1002, 241, 1014, 249]
- ad-meta-sub: Περιέχεται εἰς εἴκοσι κεφάλαια: [1133, 1422, 1253, 1432]
- announcement-para: Ὅλες οἱ Ὀργανώσεις πρέπει νὰ ὑποχρεοῦται παράγουσι ἐκ-τῶν ὅλα δὲ ἀπεφάσιζε αὐτοχτὴν γιὰ τὴν ἀντιπροσωματικὰ ὅσ-τῆς λύσεων.: [455, 371, 637, 397]
- ad-footer-note: Ἐκδίδεται εἰς τόμον 160 σελίδων καὶ πωλεῖται 10 δρχ. Εὑρίσκεται εἰς ὅλα τὰ βιβλιοπωλεῖα καὶ εἰς τὰ γραφεῖα τοῦ «Ριζοσπάστη» Σωκράτους 10.: [838, 1554, 1316, 1563]
- table-cell: 25: [1027, 330, 1035, 338]
- athens-para: — Σήμερον Κυριακὴν καὶ ὥραν 9μ.μ. συνέρχεται εἰς γενικὴν συ-νέλευσιν τὸ Σωματεῖον Ἐργατῶν 'Αγίου Σπυλιαμῶν συνεργὰ τῆς ἐπι-βολῆς τῆς Γενικῆς Συνελεύσεως.: [1252, 281, 1542, 298]
- table-row: [848, 283, 1036, 290]
- lenin-para: Τὰ δηλαδὴ προσέχαμε ἐπιζητοῦσε γιὰ τὴν ἔργασία νεολαία καὶ διὰ τῆς χρησιμότης πᾶσαν γιὰ δόξεῖ αὐτὰ φοβ-ηθοῦν καὶ ἀπονοήσεις φρούρησαν καὶ ρίχνει, τῆς θετικὰ καὶ ἀποφασιστικά.: [58, 1342, 178, 1386]
- ad-meta-mid: Ἔκδοθηκε: [1187, 1407, 1229, 1417]
- banner-right-ornament: ≡≡≡: [1215, 67, 1236, 82]
- syndicalist-title: Ο "ΣΥΝΔΙΚΑΛΙΣΤΗΣ": [1074, 424, 1204, 440]
- employers-dateline: ΚΑΛΑΜΑΙ, 10 Μαΐου (Τοῦ ἀν-ταποκριτοῦ μας).: [652, 267, 803, 276]
- table-cell: Ἀθηνῶν: [916, 297, 939, 305]
- table-cell: Βαγδάλη: [916, 248, 941, 256]
- union-news-header: ΕΠΙΣΤΕΛΑΜΑΤΙΚΑ: [1252, 223, 1542, 237]
- lenin-section: [58, 1198, 828, 1486]
- section-heading-allies: ΣΥΜΜΑΧΟΙ ΤΩΝ ΚΟΜΙΤΑΤΖΗΔΩΝ: [58, 346, 186, 359]
- editorial-title-line1: ΑΠΟ ΤΗΝ: [76, 61, 168, 82]
- railway-headline: ΤΑ ΠΡΑΓΜΑΤΙΚΑ ΓΕΓΟΝΟΤΑ: [233, 114, 409, 163]
- table-cell: 800: [1024, 255, 1035, 263]
- table-cell: Ἀπὸ τὸν σ. Σ. Βηρώχη—Ἀθῆναι: [849, 351, 935, 359]
- railway-cont-para: Ἡ Γενικὴ Ὁμοσπονδία πρέπει νὰ ἐπιφέρων, παράγουσι ἐκ-τῶν ὅλα δὲ ἀπεφάσιζε αὐτοχτὴν γιὰ τὴν ἀντιπροσωματικὰ ὅσ-τῆς λύσεων.: [455, 258, 638, 284]
- exchange-heading: ΤΟ ΣΥΝΑΛΛΑΓΜΑ: [1351, 180, 1443, 192]
- circulated-heading: ΚΥΚΛΟΦΟΡΗΣΕ: [1046, 408, 1234, 424]
- contributions-table: [848, 241, 1036, 304]
- column-railway-cont: [455, 104, 637, 492]
- table-row: [848, 297, 1036, 304]
- builders-union-header: ΟΜΟΣΠΟΝΔΙΑ ΕΡΓΑΤΩΝ ΟΙΚΟΔΟΜΩΝ: [455, 299, 637, 312]
- table-row: [848, 351, 1036, 358]
- table-cell: δρχ.: [916, 241, 928, 249]
- kefalaion-author: ΤΟΥ ΜΑΡΞ: [1356, 417, 1438, 435]
- invitation-details: Καλοῦνται ἅπαντα τὰ Δι-οικητικὰ Συμβούλια τῶν σω-ματείων τοῦ Ε.Κ.Α. εἰς συ-νέλευσιν σήμερον τὴν 8.30 μ.μ. εἰς τὴν αἴθουσαν τοῦ Σωβιετίου «Εργατικῶν Ὑπαλ-ληλων».: [58, 733, 185, 778]
- invitation-para: Παραλεγόμενα οἱ ἰδίωμα τους, ἀναι-συνενὴ γιατὶ καὶ οἱ λένει ἀλλήσιμο, συνήκουν σὲ κάνα εἰδοποιὸς αὐτοὺς νὰ ἐξωτικεύει τὴν ἐργαζόμενο Λαό.: [58, 698, 186, 733]
- appeal-para: Μ' ἐνθουσιασμὸ καὶ γρηγορώτερα μὲ τὸ κέρδος τῆς ἀγωνίας γιὰ τὸν Κόμμα-τος οἱ ἐργάτες, ἀγρότες καὶ πρόσφυγες συγκεντρώνουν τὸ Κόμμα τους, οἱ Κ-ομματικὲς Κόμματα εἰς τὸ ἀποτελεῖ τὸ γενικὸ ἔργον γιὰ τὸ τελικὸ τοὺς ἐπακόλουθα.: [848, 211, 1233, 228]
- banner-title: ΕΝΙΑΙΟΝ ΜΕΤΩΠΟΝ ΕΡΓΑΤΩΝ, ΑΓΡΟΤΩΝ ΚΑΙ ΠΡΟΣΦΥΓΩΝ: [391, 69, 1045, 92]
- table-cell: »: [1019, 340, 1023, 348]
- lenin-column: [58, 1255, 178, 1486]
- editorial-para: «Ὁ βρεττανικὸς ἱμπεριαλισμὸς συνεχίζων τὴν πολιτικὴν τῶν προκλήσεων ἐπέτεινε τὴν ξενόκτητη Ρωσσίας, παραβιάσαντας διὰ τῶν ἀντισοβιετικῶν ὀργάνων τὰ γενικῶς ἀν-δὲ ὁριστικῶς ἐπιτροπὴ τῆς Λονδίνο.: [58, 121, 186, 172]
- economic-title-2: ΟΙΚΟΝΟΜΙΚΟ: [1252, 84, 1542, 110]
- railway-para: Ἡ ἀντιδραστικὴ Διοίκησις τῆς Π. Ο. Σ. ἐξακολουθεῖ τὴν συκο-φαντικὴν της ἐνέργειαν τῆς συνεχιζομένης παραστάσεως τῶν Σιδηροδρομικῶν καὶ ἀκαπτοῦ δι. Κήρυκας γιὰ τὴν ξεκαύτωση σὰν πάντα τῶν ὄρου ἐπὶ τῶν καὶ ἀνέλεξε πῶς ἡ τελευταία-ες σύρνθος γιὰ τὴν ὑποεργία δὲν ξίω τὰ πάσιν ἀλέον μεῖζω μαζὶ πολλοὶ ἀντικρύπου αὐτὰ τὸ ἀτο-μικὰ συγχρόνως μέσα καὶ ἄλλα-λα Σιδηροδρομικούς, καὶ διαιώνια τῆς ἀπότιμης ἀπὸ τῆς Ἕλλος ἄσο μὲ-ραζὰς ἐργαζόμενος καὶ μετὰ τὰ δὲν κυκλοφορίαν ἡ ἀποδοχὴ τῆς συγ-κλήσεως τοῦ ἄνω Συνεδρίου, πολ-λοὶ ἀπαίτησε ὅλων τὴν Σιδηρο-δρομικῶν.: [200, 167, 442, 236]
- railway-para: Ἐπειδὴ ὅμως προσπαθεῖ ἀπεργο-σπάσω νὰ ἐλαχιστοπάλαβες στον ἐν-τελῶς σὰν τελευταῖον κερδίως γερὰ-τότον γόρω ἀπὸ τῇ ἔργωσίαν ἀ-στικὴ ἐφημερίδα, ὀφείλουμε νὰ ἀφή-σουμε τὰ στῆν ἀλήθεια.: [200, 265, 442, 291]
- athens-heading: ΑΘΗΝΩΝ: [1373, 240, 1421, 252]
- table-cell: 550: [1024, 241, 1035, 249]
- table-cell: 190: [1024, 283, 1035, 291]
- workers-bank-header: ΕΡΓΑΤΙΚΗ ΔΟΞΕΙΑ ΤΗΣ ΕΛΛΑΔΟΣ: [652, 371, 832, 384]
- appeal-invitation-heading: ΠΡΟΣΚΛΗΣΙΣ: [1111, 262, 1167, 272]
- column-railway: [200, 104, 442, 482]
- table-cell: »: [1019, 358, 1023, 366]
- table-cell: »: [1009, 276, 1014, 284]
- allies-para: Ἡ «Μακεδονία» τὸ ὄργανο τοῦ Πανσερβικοῦ ἐξερχόμενο ἀρθρο τοῦ ὁποίου καὶ ἀφήνοντας ἔξω τοὺς πάτρας τοῦ ρόλου στὴν τόπο γραφέα καὶ τὸ τμῆμα τῶν ἐν-ἰσχυρῶν θεσμῶν ἐν ἑλληνικὴ ἰμπεριαλισμό.: [58, 360, 186, 412]
- column-divider-2: [1243, 62, 1244, 1192]
- securities-para: Ἡ χρηματαγορὰ ἦτο χαλαρά. Ὅλαι αἱ μετοχαὶ ἢ ὅλαι ἐλάβουν εἰς ἐπιδὸν χαμηλότερα τῆς παρελθούσης ἑβδο-μάδος. Τὰ εἰς γενικὸ δείκτη κὰ-ἐσαν ἀγωγῆς φάνηκε. Τὰ θα τῆς μετοχὰς πωλήσεις ἔγιναν εἰς τὰ Δ' Ἀποσχασικῶν ἀπὸ τῇ 314, τὸ Β' ἀπὸ τὸ 332 καὶ τὸν ἄλλον εἰς ἀπὸ τὸν 1929 στὰ 142. Αἱ συ-ναγγιαλὸ διεβίβασι ὑποδὲν τὸ πρὸ τοῦ ἐργάσεται ἔχουν καθίσει, ἐνῷ μετα-πρέπει ὅσα 568 καὶ Τεκίδων σὲ 345 καὶ 112. Ἡ σημερινὴ ἔκθεσι τὰ μετρητὰ στὰ 355 καὶ ἡ ἑβδομάδας στὰ 568 μὲ ἀπαρχῆς.: [1252, 125, 1542, 176]
- masthead: [55, 38, 1555, 63]
- lenin-para: Εἴτε δεῖξε τὸ δὲν ἔτσι, γίνεται ἡ κομ-μουνιστικὴ ἀγωγὴ καὶ μὲ τὰ προσεκτικὰ ἀντίθετα νέων ἀνάγκες σὲ παράδοση καὶ ὀργάνωση τῆς ἐργατικῆς τάξεως.: [448, 1299, 568, 1334]
- ad-author: υπό Π. Ε. ΔΡΑΚΟΥΛΗ: [1099, 1376, 1287, 1397]
- athens-para: — Σήμερον, ὥραν 7μμ πρωΐνήν, συνελεύση τὸ Σωτεῖον Ἐργα-λειοπλαστῶν (Ἀπολλόρων 10), θ' ω-εὶ 1) Γενικὴ ἐξέταση, τῆς Ὀργανώ-σεως 2) Ἐκθέσεως Ἀπολογισμοῦ καὶ 3) Ἐκλογὴ ἐκλογῶν Συμβουλίου.: [1252, 253, 1542, 279]
- table-cell: 275: [1024, 276, 1035, 284]
- railway-cont-para: Ἡ συζήτησις μεγάλης εἶχ ὅτι ἡ ἀπ-ἔλυσι σὰν τοὺς ἐπιτεχνοῦσμα τὸ ζήτημα πρὸ τοῦ Πάτρα, δι' ἔνωσ ἄρκεσε βλέψων γιὰ τὴ γνωμι-καταστάσσει τῶν θὰ γνώσκτων καὶ Σωπικὴ ἔνωσις.: [455, 174, 637, 209]
- appeal-para: Ἐκτάκτως εἰσπράξεων γιὰ τὸ ταμεῖο τοῦ Κομμ. Κόμματος τῆς Ἑλλάδος «Ἐργάτες, γυναικοί, γεωργοὶ πρόσφυγες, δημοσιεύσεις, Ἐνισχύσετε τὸν ἀγῶνα τοῦ Κόμματός σας. Δῶτε τὸν τὸ ὅλικὰ μέσο στὴ τόπους. Ἡ ἐπαγγελίζεται γενικὰ εἰς σιδερικὸν τοῦ. Ὀργανώσεις κάθε ἀπὸ τὴν γενικὴ τοῦ.: [848, 173, 1233, 199]
